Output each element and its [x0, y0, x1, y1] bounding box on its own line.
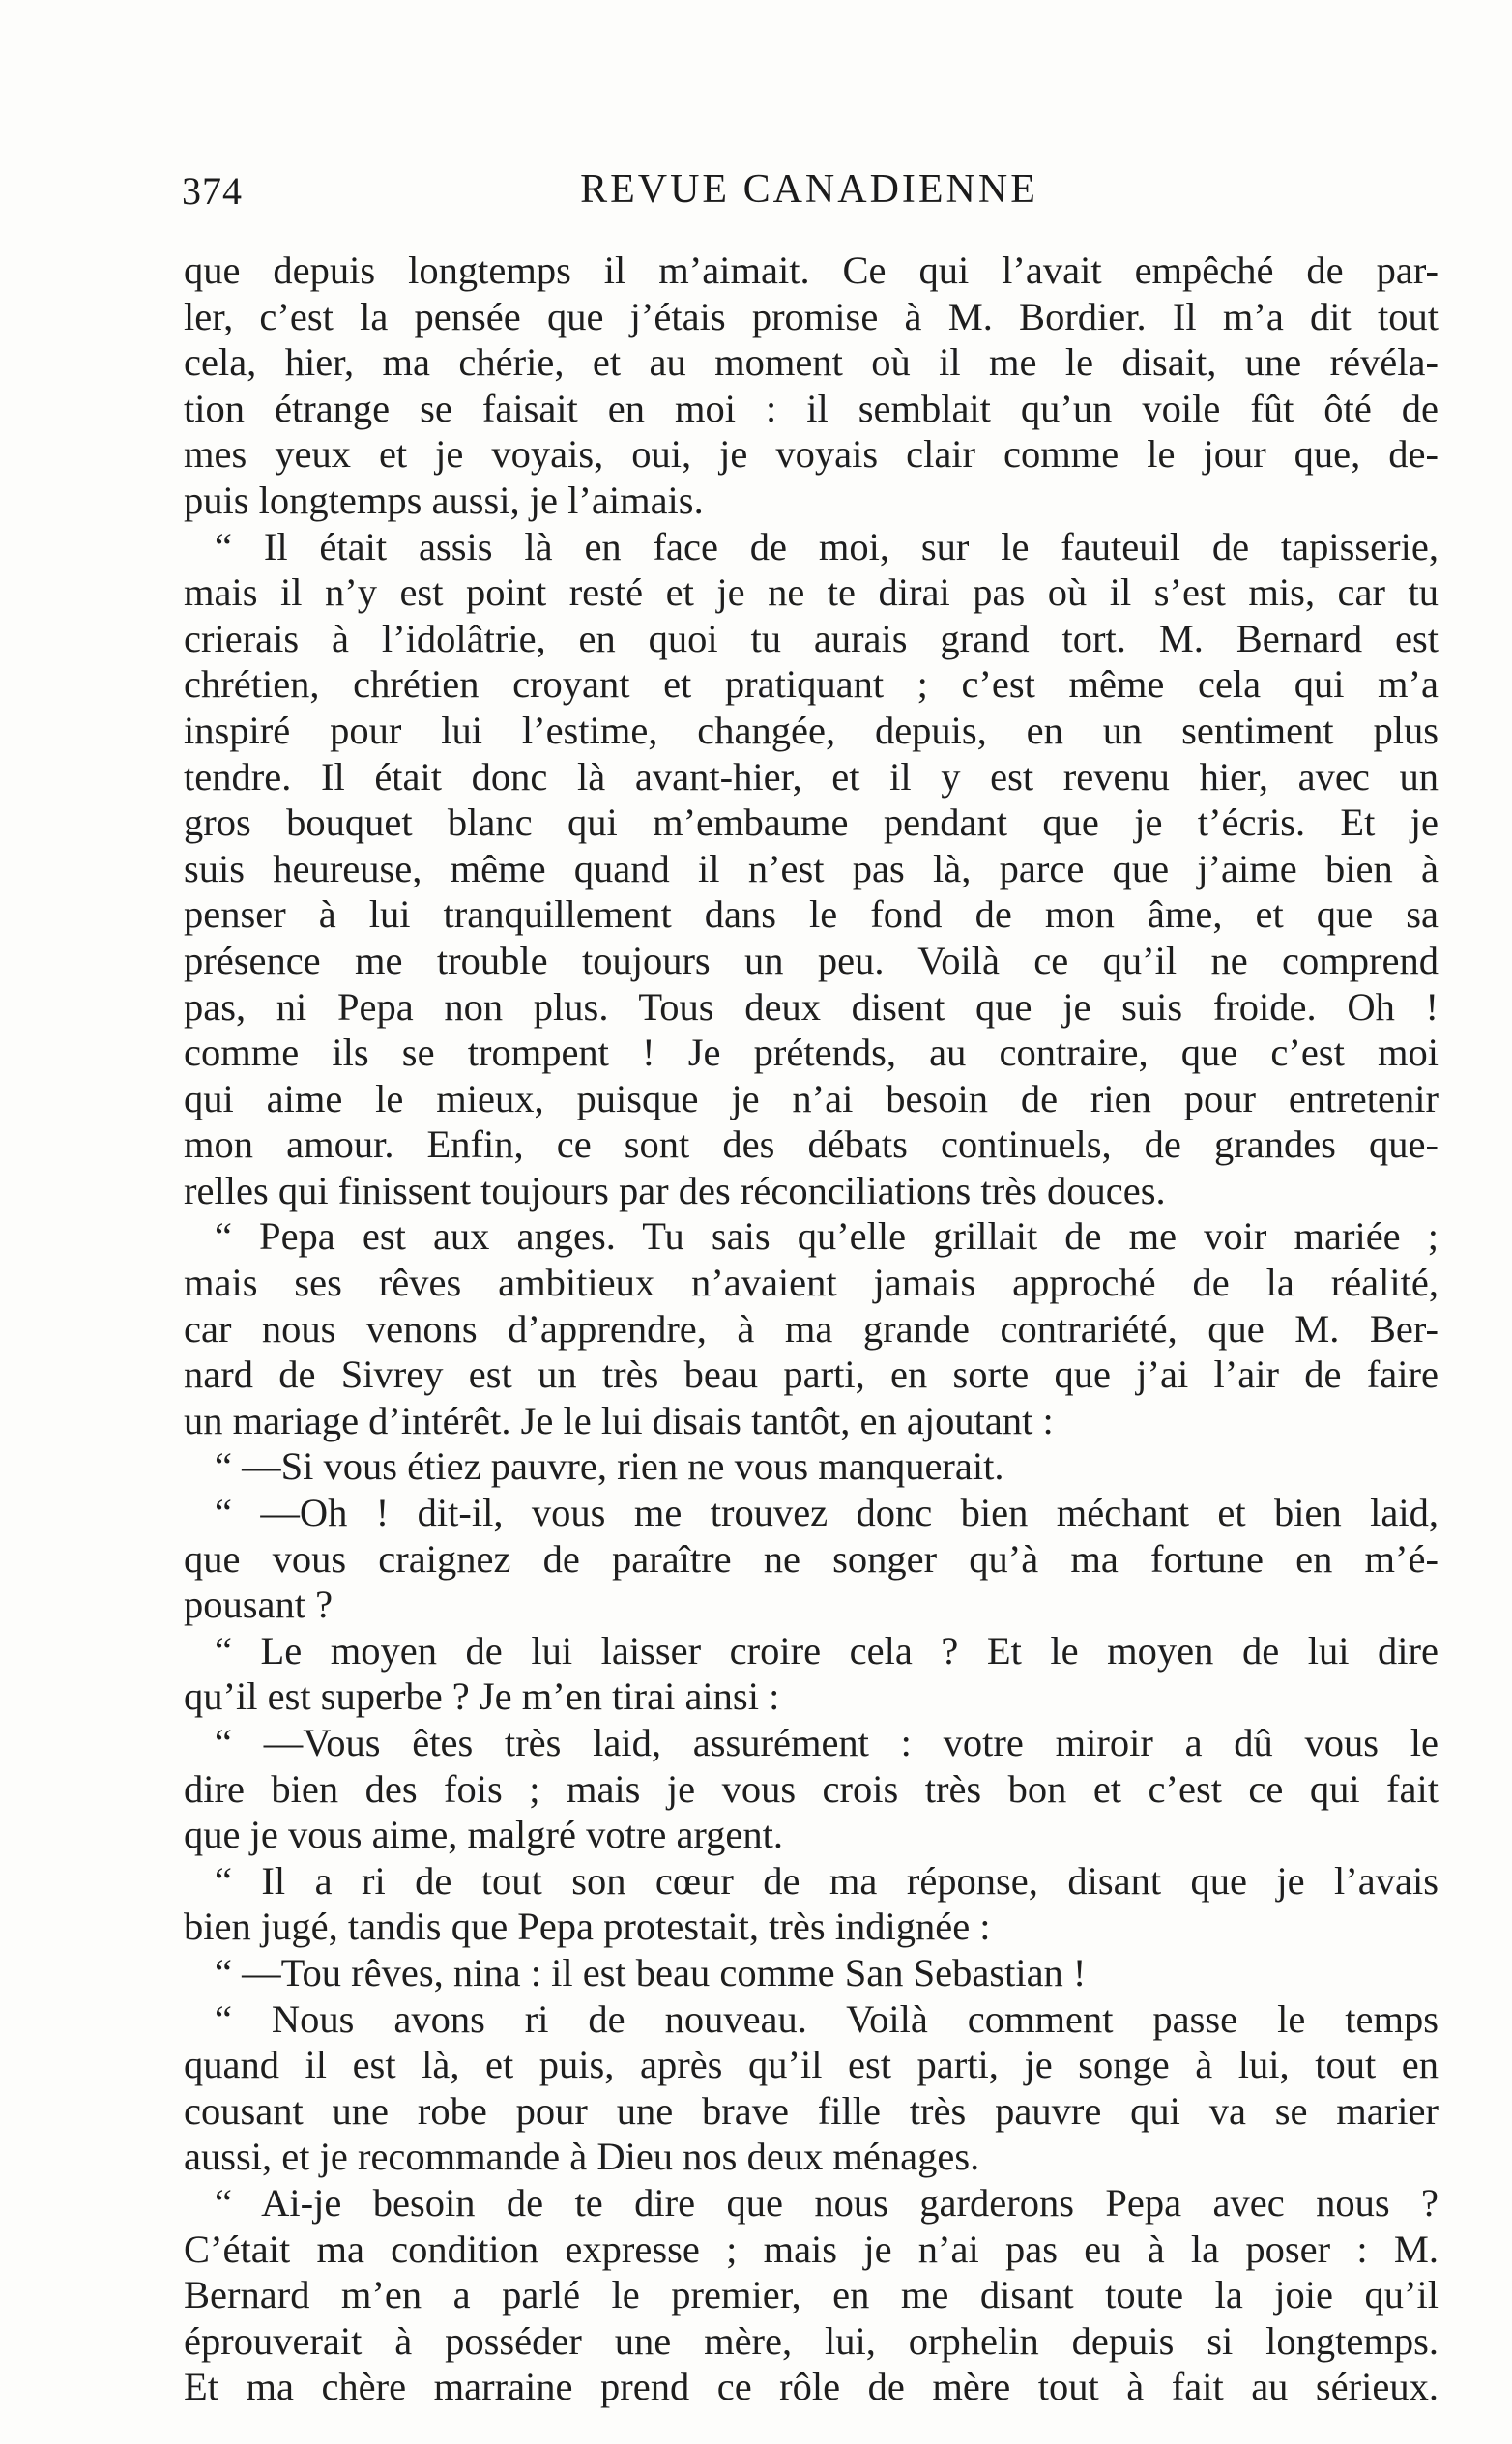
text-line: aussi, et je recommande à Dieu nos deux ménages. — [184, 2135, 980, 2179]
text-line: chrétien, chrétien croyant et pratiquant ; c’est même cela qui m’a — [184, 662, 1439, 707]
text-line: présence me trouble toujours un peu. Voilà ce qu’il ne comprend — [184, 938, 1439, 982]
text-line: pas, ni Pepa non plus. Tous deux disent que je suis froide. Oh ! — [184, 984, 1439, 1029]
text-line: relles qui finissent toujours par des réconciliations très douces. — [184, 1168, 1166, 1212]
text-line: crierais à l’idolâtrie, en quoi tu aurais grand tort. M. Bernard est — [184, 616, 1439, 660]
text-line: un mariage d’intérêt. Je le lui disais tantôt, en ajoutant : — [184, 1398, 1054, 1442]
text-line: qu’il est superbe ? Je m’en tirai ainsi : — [184, 1674, 780, 1719]
text-line: nard de Sivrey est un très beau parti, en sorte que j’ai l’air de faire — [184, 1353, 1439, 1397]
text-line: suis heureuse, même quand il n’est pas là, parce que j’aime bien à — [184, 846, 1439, 890]
text-line: “ —Tou rêves, nina : il est beau comme San Sebastian ! — [215, 1950, 1087, 1994]
text-line: mon amour. Enfin, ce sont des débats continuels, de grandes que- — [184, 1122, 1439, 1167]
text-line: C’était ma condition expresse ; mais je n’ai pas eu à la poser : M. — [184, 2226, 1439, 2271]
text-line: “ Il était assis là en face de moi, sur le fauteuil de tapisserie, — [215, 524, 1439, 568]
text-line: éprouverait à posséder une mère, lui, orphelin depuis si longtemps. — [184, 2318, 1439, 2363]
running-title: REVUE CANADIENNE — [580, 167, 1038, 212]
body-text — [184, 247, 1439, 2410]
text-line: comme ils se trompent ! Je prétends, au contraire, que c’est moi — [184, 1031, 1439, 1075]
text-line: cousant une robe pour une brave fille très pauvre qui va se marier — [184, 2088, 1439, 2133]
text-line: que depuis longtemps il m’aimait. Ce qui l’avait empêché de par- — [184, 248, 1439, 292]
text-line: car nous venons d’apprendre, à ma grande contrariété, que M. Ber- — [184, 1306, 1439, 1351]
text-line: qui aime le mieux, puisque je n’ai besoin de rien pour entretenir — [184, 1076, 1439, 1120]
text-line: dire bien des fois ; mais je vous crois très bon et c’est ce qui fait — [184, 1766, 1439, 1811]
text-line: mais ses rêves ambitieux n’avaient jamais approché de la réalité, — [184, 1261, 1439, 1305]
text-line: “ —Oh ! dit-il, vous me trouvez donc bien méchant et bien laid, — [215, 1491, 1439, 1535]
text-line: cela, hier, ma chérie, et au moment où il me le disait, une révéla- — [184, 340, 1439, 385]
text-line: tendre. Il était donc là avant-hier, et il y est revenu hier, avec un — [184, 754, 1439, 799]
text-line: Et ma chère marraine prend ce rôle de mère tout à fait au sérieux. — [184, 2365, 1439, 2409]
text-line: penser à lui tranquillement dans le fond de mon âme, et que sa — [184, 892, 1439, 937]
text-line: bien jugé, tandis que Pepa protestait, très indignée : — [184, 1905, 991, 1949]
page-header — [182, 162, 1437, 220]
text-line: “ Nous avons ri de nouveau. Voilà comment passe le temps — [215, 1996, 1439, 2041]
text-line: tion étrange se faisait en moi : il semblait qu’un voile fût ôté de — [184, 386, 1439, 430]
text-line: “ —Si vous étiez pauvre, rien ne vous manquerait. — [215, 1444, 1004, 1489]
text-line: ler, c’est la pensée que j’étais promise à M. Bordier. Il m’a dit tout — [184, 294, 1439, 338]
text-line: pousant ? — [184, 1583, 334, 1627]
text-line: “ Ai-je besoin de te dire que nous garderons Pepa avec nous ? — [215, 2180, 1439, 2225]
text-line: puis longtemps aussi, je l’aimais. — [184, 478, 704, 522]
text-line: mes yeux et je voyais, oui, je voyais clair comme le jour que, de- — [184, 432, 1439, 477]
text-line: mais il n’y est point resté et je ne te dirai pas où il s’est mis, car tu — [184, 570, 1439, 615]
text-line: que je vous aime, malgré votre argent. — [184, 1813, 784, 1857]
text-line: “ Le moyen de lui laisser croire cela ? Et le moyen de lui dire — [215, 1628, 1439, 1673]
text-line: inspiré pour lui l’estime, changée, depuis, en un sentiment plus — [184, 708, 1439, 752]
text-line: “ Pepa est aux anges. Tu sais qu’elle grillait de me voir mariée ; — [215, 1214, 1439, 1259]
text-line: quand il est là, et puis, après qu’il est parti, je songe à lui, tout en — [184, 2043, 1439, 2087]
text-line: Bernard m’en a parlé le premier, en me disant toute la joie qu’il — [184, 2273, 1439, 2317]
text-line: que vous craignez de paraître ne songer qu’à ma fortune en m’é- — [184, 1536, 1439, 1581]
page-number: 374 — [182, 169, 243, 213]
text-line: gros bouquet blanc qui m’embaume pendant que je t’écris. Et je — [184, 800, 1439, 845]
text-line: “ —Vous êtes très laid, assurément : votre miroir a dû vous le — [215, 1721, 1439, 1764]
text-line: “ Il a ri de tout son cœur de ma réponse, disant que je l’avais — [215, 1858, 1439, 1903]
